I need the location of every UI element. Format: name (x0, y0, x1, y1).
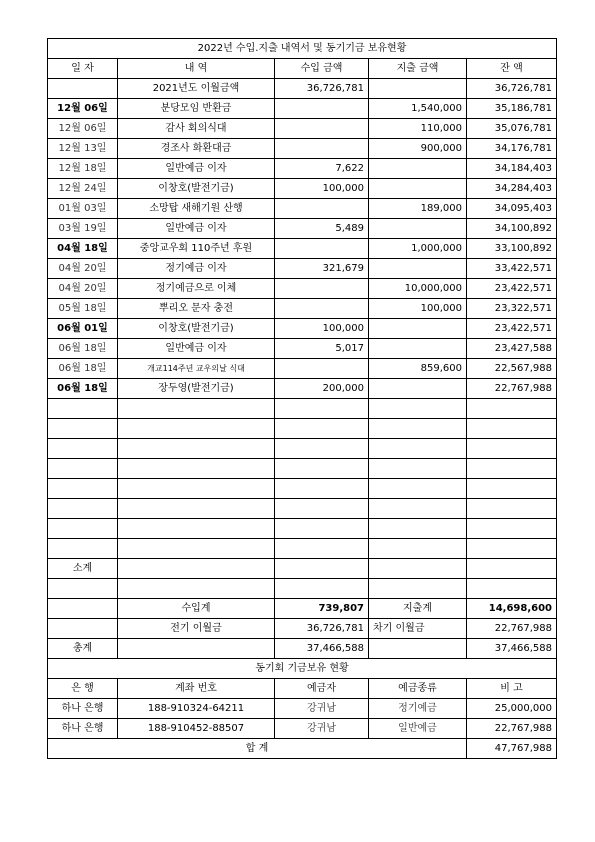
empty-cell (369, 519, 467, 539)
empty-cell (467, 539, 557, 559)
transaction-row (48, 119, 557, 139)
header-expense: 지출 금액 (369, 59, 467, 79)
balance-cell: 33,422,571 (467, 259, 557, 279)
empty-cell (467, 519, 557, 539)
date-cell: 12월 24일 (48, 179, 118, 199)
next-carry-label: 차기 이월금 (369, 619, 467, 639)
empty-cell (369, 399, 467, 419)
grand-label: 총계 (48, 639, 118, 659)
subtotal-row (48, 559, 557, 579)
date-cell (48, 79, 118, 99)
fund-header: 계좌 번호 (118, 679, 275, 699)
sum-row (48, 739, 557, 759)
empty-cell (275, 539, 369, 559)
expense-cell (369, 159, 467, 179)
date-cell: 12월 06일 (48, 119, 118, 139)
empty-row (48, 479, 557, 499)
empty-cell (275, 579, 369, 599)
empty-cell (48, 619, 118, 639)
empty-cell (48, 579, 118, 599)
empty-cell (118, 459, 275, 479)
empty-cell (275, 419, 369, 439)
empty-cell (48, 599, 118, 619)
empty-cell (48, 399, 118, 419)
income-cell (275, 279, 369, 299)
empty-row (48, 399, 557, 419)
expense-cell: 10,000,000 (369, 279, 467, 299)
empty-row (48, 579, 557, 599)
type-cell: 정기예금 (369, 699, 467, 719)
fund-header: 예금자 (275, 679, 369, 699)
table-title: 2022년 수입.지출 내역서 및 동기기금 보유현황 (48, 39, 557, 59)
empty-row (48, 539, 557, 559)
date-cell: 12월 18일 (48, 159, 118, 179)
empty-cell (118, 519, 275, 539)
date-cell: 06월 18일 (48, 339, 118, 359)
note-cell: 25,000,000 (467, 699, 557, 719)
empty-cell (369, 419, 467, 439)
empty-cell (467, 479, 557, 499)
income-cell: 5,489 (275, 219, 369, 239)
date-cell: 03월 19일 (48, 219, 118, 239)
expense-total: 14,698,600 (467, 599, 557, 619)
balance-cell: 35,186,781 (467, 99, 557, 119)
income-cell (275, 239, 369, 259)
empty-cell (48, 539, 118, 559)
empty-cell (48, 499, 118, 519)
desc-cell: 정기예금으로 이체 (118, 279, 275, 299)
bank-cell: 하나 은행 (48, 699, 118, 719)
prev-carry-label: 전기 이월금 (118, 619, 275, 639)
date-cell: 04월 18일 (48, 239, 118, 259)
expense-cell: 859,600 (369, 359, 467, 379)
empty-cell (275, 439, 369, 459)
empty-cell (48, 519, 118, 539)
account-cell: 188-910324-64211 (118, 699, 275, 719)
header-income: 수입 금액 (275, 59, 369, 79)
income-cell: 7,622 (275, 159, 369, 179)
grand-income: 37,466,588 (275, 639, 369, 659)
empty-cell (118, 419, 275, 439)
carry-row (48, 619, 557, 639)
expense-cell: 189,000 (369, 199, 467, 219)
next-carry: 22,767,988 (467, 619, 557, 639)
holder-cell: 강귀남 (275, 719, 369, 739)
empty-cell (118, 479, 275, 499)
expense-cell: 1,540,000 (369, 99, 467, 119)
desc-cell: 일반예금 이자 (118, 219, 275, 239)
empty-cell (48, 419, 118, 439)
balance-cell: 22,767,988 (467, 379, 557, 399)
balance-cell: 36,726,781 (467, 79, 557, 99)
date-cell: 04월 20일 (48, 279, 118, 299)
balance-cell: 22,567,988 (467, 359, 557, 379)
transaction-row (48, 279, 557, 299)
balance-cell: 23,422,571 (467, 319, 557, 339)
note-cell: 22,767,988 (467, 719, 557, 739)
empty-cell (48, 459, 118, 479)
date-cell: 12월 06일 (48, 99, 118, 119)
desc-cell: 일반예금 이자 (118, 159, 275, 179)
date-cell: 05월 18일 (48, 299, 118, 319)
empty-cell (275, 479, 369, 499)
empty-cell (467, 579, 557, 599)
income-cell: 100,000 (275, 179, 369, 199)
empty-row (48, 419, 557, 439)
transaction-row (48, 179, 557, 199)
fund-header: 은 행 (48, 679, 118, 699)
empty-cell (275, 399, 369, 419)
transaction-row (48, 339, 557, 359)
balance-cell: 35,076,781 (467, 119, 557, 139)
empty-cell (48, 479, 118, 499)
desc-cell: 이창호(발전기금) (118, 319, 275, 339)
empty-row (48, 459, 557, 479)
date-cell: 12월 13일 (48, 139, 118, 159)
expense-cell (369, 259, 467, 279)
date-cell: 04월 20일 (48, 259, 118, 279)
expense-cell (369, 319, 467, 339)
income-cell: 5,017 (275, 339, 369, 359)
date-cell: 06월 01일 (48, 319, 118, 339)
fund-header: 비 고 (467, 679, 557, 699)
empty-cell (118, 499, 275, 519)
fund-row (48, 719, 557, 739)
empty-cell (118, 439, 275, 459)
prev-carry: 36,726,781 (275, 619, 369, 639)
empty-cell (369, 639, 467, 659)
sum-label: 합 계 (48, 739, 467, 759)
empty-cell (118, 559, 275, 579)
expense-cell (369, 339, 467, 359)
empty-cell (467, 559, 557, 579)
sum-value: 47,767,988 (467, 739, 557, 759)
fund-title-row (48, 659, 557, 679)
income-cell: 321,679 (275, 259, 369, 279)
income-cell: 200,000 (275, 379, 369, 399)
empty-cell (369, 559, 467, 579)
empty-cell (369, 539, 467, 559)
income-cell (275, 99, 369, 119)
empty-cell (369, 499, 467, 519)
empty-cell (275, 519, 369, 539)
income-cell (275, 299, 369, 319)
empty-cell (369, 459, 467, 479)
balance-cell: 23,322,571 (467, 299, 557, 319)
empty-cell (118, 539, 275, 559)
date-cell: 01월 03일 (48, 199, 118, 219)
transaction-row (48, 219, 557, 239)
expense-cell: 110,000 (369, 119, 467, 139)
subtotal-label: 소계 (48, 559, 118, 579)
income-cell: 36,726,781 (275, 79, 369, 99)
income-cell (275, 359, 369, 379)
empty-row (48, 439, 557, 459)
date-cell: 06월 18일 (48, 359, 118, 379)
desc-cell: 개교114주년 교우의날 식대 (118, 359, 275, 379)
empty-cell (467, 439, 557, 459)
transaction-row (48, 299, 557, 319)
empty-cell (467, 499, 557, 519)
balance-cell: 34,095,403 (467, 199, 557, 219)
desc-cell: 경조사 화환대금 (118, 139, 275, 159)
transaction-row (48, 359, 557, 379)
balance-cell: 34,184,403 (467, 159, 557, 179)
desc-cell: 이창호(발전기금) (118, 179, 275, 199)
empty-cell (118, 399, 275, 419)
header-date: 일 자 (48, 59, 118, 79)
balance-cell: 34,100,892 (467, 219, 557, 239)
expense-cell (369, 379, 467, 399)
empty-cell (467, 399, 557, 419)
balance-cell: 23,427,588 (467, 339, 557, 359)
expense-cell (369, 219, 467, 239)
transaction-row (48, 159, 557, 179)
empty-row (48, 499, 557, 519)
empty-cell (275, 459, 369, 479)
empty-cell (118, 579, 275, 599)
desc-cell: 장두영(발전기금) (118, 379, 275, 399)
empty-row (48, 519, 557, 539)
balance-cell: 34,284,403 (467, 179, 557, 199)
header-row (48, 59, 557, 79)
transaction-row (48, 379, 557, 399)
totals-row (48, 599, 557, 619)
transaction-row (48, 199, 557, 219)
empty-cell (275, 499, 369, 519)
desc-cell: 소망탑 새해기원 산행 (118, 199, 275, 219)
expense-cell: 100,000 (369, 299, 467, 319)
transaction-row (48, 259, 557, 279)
expense-total-label: 지출계 (369, 599, 467, 619)
statement-table (47, 38, 557, 759)
expense-cell (369, 179, 467, 199)
income-cell (275, 199, 369, 219)
date-cell: 06월 18일 (48, 379, 118, 399)
empty-cell (118, 639, 275, 659)
fund-title: 동기회 기금보유 현황 (48, 659, 557, 679)
empty-cell (48, 439, 118, 459)
fund-header: 예금종류 (369, 679, 467, 699)
empty-cell (369, 579, 467, 599)
bank-cell: 하나 은행 (48, 719, 118, 739)
grand-balance: 37,466,588 (467, 639, 557, 659)
transaction-row (48, 239, 557, 259)
account-cell: 188-910452-88507 (118, 719, 275, 739)
desc-cell: 일반예금 이자 (118, 339, 275, 359)
header-desc: 내 역 (118, 59, 275, 79)
expense-cell: 900,000 (369, 139, 467, 159)
expense-cell: 1,000,000 (369, 239, 467, 259)
transaction-row (48, 99, 557, 119)
desc-cell: 중앙교우회 110주년 후원 (118, 239, 275, 259)
desc-cell: 감사 회의식대 (118, 119, 275, 139)
desc-cell: 뿌리오 문자 충전 (118, 299, 275, 319)
income-total: 739,807 (275, 599, 369, 619)
grand-total-row (48, 639, 557, 659)
balance-cell: 23,422,571 (467, 279, 557, 299)
header-balance: 잔 액 (467, 59, 557, 79)
desc-cell: 2021년도 이월금액 (118, 79, 275, 99)
income-cell: 100,000 (275, 319, 369, 339)
income-cell (275, 139, 369, 159)
fund-header-row (48, 679, 557, 699)
expense-cell (369, 79, 467, 99)
balance-cell: 33,100,892 (467, 239, 557, 259)
type-cell: 일반예금 (369, 719, 467, 739)
transaction-row (48, 79, 557, 99)
title-row (48, 39, 557, 59)
transaction-row (48, 139, 557, 159)
desc-cell: 분당모임 반환금 (118, 99, 275, 119)
empty-cell (275, 559, 369, 579)
empty-cell (369, 479, 467, 499)
holder-cell: 강귀남 (275, 699, 369, 719)
transaction-row (48, 319, 557, 339)
empty-cell (467, 419, 557, 439)
balance-cell: 34,176,781 (467, 139, 557, 159)
income-cell (275, 119, 369, 139)
fund-row (48, 699, 557, 719)
desc-cell: 정기예금 이자 (118, 259, 275, 279)
empty-cell (369, 439, 467, 459)
income-total-label: 수입계 (118, 599, 275, 619)
empty-cell (467, 459, 557, 479)
